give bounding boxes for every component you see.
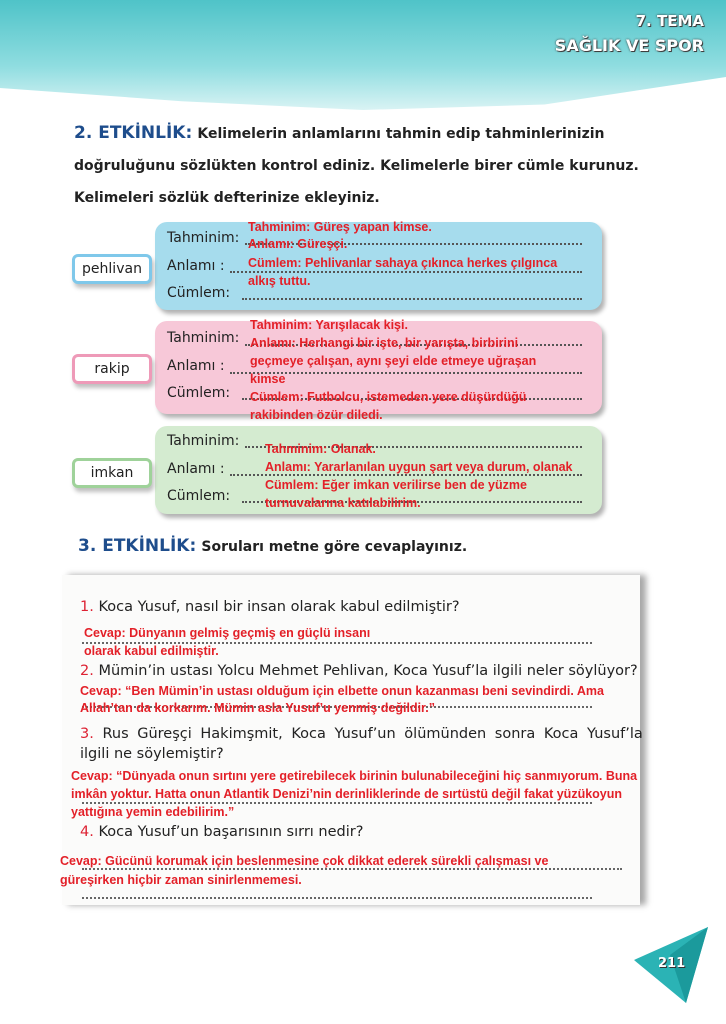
- question-number: 1.: [80, 599, 94, 615]
- meaning-label: Anlamı :: [167, 358, 225, 374]
- handwritten-answer: geçmeye çalışan, aynı şeyi elde etmeye uğraşan: [250, 354, 537, 368]
- activity2-instruction-2: doğruluğunu sözlükten kontrol ediniz. Kelimelerle birer cümle kurunuz.: [74, 158, 639, 174]
- question-3: [80, 726, 643, 743]
- question-text: Rus Güreşçi Hakimşmit, Koca Yusuf’un ölümünden sonra Koca Yusuf’la: [102, 726, 643, 742]
- question-number: 2.: [80, 663, 94, 679]
- word-label: imkan: [72, 458, 152, 488]
- word-label: rakip: [72, 354, 152, 384]
- activity3-title: 3. ETKİNLİK:: [78, 536, 197, 556]
- question-text: Mümin’in ustası Yolcu Mehmet Pehlivan, Koca Yusuf’la ilgili neler söylüyor?: [98, 663, 638, 679]
- question-2: [80, 663, 638, 680]
- handwritten-answer: güreşirken hiçbir zaman sinirlenmemesi.: [60, 873, 302, 887]
- handwritten-answer: Cevap: “Dünyada onun sırtını yere getirebilecek birinin bulunabileceğini hiç sanmıyorum. Buna: [71, 769, 638, 783]
- handwritten-answer: Tahminim: Olanak.: [265, 442, 376, 456]
- guess-label: Tahminim:: [167, 330, 240, 346]
- sentence-label: Cümlem:: [167, 285, 231, 301]
- handwritten-answer: kimse: [250, 372, 286, 386]
- handwritten-answer: Tahminim: Güreş yapan kimse.: [248, 220, 432, 234]
- activity2-title: 2. ETKİNLİK:: [74, 123, 193, 143]
- activity3-instruction: Soruları metne göre cevaplayınız.: [201, 539, 468, 555]
- handwritten-answer: Tahminim: Yarışılacak kişi.: [250, 318, 408, 332]
- handwritten-answer: Allah’tan da korkarım. Mümin asla Yusuf’u yenmiş değildir.”: [80, 701, 435, 715]
- handwritten-answer: Anlamı: Yararlanılan uygun şart veya durum, olanak: [265, 460, 573, 474]
- question-4: [80, 824, 363, 841]
- answer-line: [242, 298, 582, 300]
- answer-line: [82, 897, 592, 899]
- handwritten-answer: turnuvalarına katılabilirim.: [265, 496, 421, 510]
- question-text: Koca Yusuf, nasıl bir insan olarak kabul edilmiştir?: [98, 599, 460, 615]
- theme-title: SAĞLIK VE SPOR: [554, 36, 704, 55]
- guess-label: Tahminim:: [167, 230, 240, 246]
- question-number: 3.: [80, 726, 94, 742]
- question-number: 4.: [80, 824, 94, 840]
- sentence-label: Cümlem:: [167, 488, 231, 504]
- question-text: ilgili ne söylemiştir?: [80, 746, 224, 762]
- question-text: Koca Yusuf’un başarısının sırrı nedir?: [98, 824, 364, 840]
- handwritten-answer: Anlamı: Güreşçi.: [248, 237, 348, 251]
- handwritten-answer: Cevap: Dünyanın gelmiş geçmiş en güçlü insanı: [84, 626, 371, 640]
- handwritten-answer: Cümlem: Pehlivanlar sahaya çıkınca herkes çılgınca: [248, 256, 558, 270]
- handwritten-answer: Cevap: “Ben Mümin’in ustası olduğum için elbette onun kazanması beni sevindirdi. Ama: [80, 684, 604, 698]
- sentence-label: Cümlem:: [167, 385, 231, 401]
- handwritten-answer: olarak kabul edilmiştir.: [84, 644, 219, 658]
- handwritten-answer: Cevap: Gücünü korumak için beslenmesine çok dikkat ederek sürekli çalışması ve: [60, 854, 549, 868]
- handwritten-answer: Cümlem: Futbolcu, istemeden yere düşürdüğü: [250, 390, 527, 404]
- activity2-heading: [74, 123, 605, 143]
- guess-label: Tahminim:: [167, 433, 240, 449]
- word-label: pehlivan: [72, 254, 152, 284]
- question-1: [80, 599, 460, 616]
- handwritten-answer: yattığına yemin edebilirim.”: [71, 805, 235, 819]
- theme-number: 7. TEMA: [635, 12, 704, 30]
- activity3-heading: [78, 536, 467, 556]
- handwritten-answer: alkış tuttu.: [248, 274, 311, 288]
- page-number: 211: [658, 956, 686, 971]
- handwritten-answer: imkân yoktur. Hatta onun Atlantik Denizi’nin derinliklerinde de sırtüstü değil fakat yüzükoyun: [71, 787, 623, 801]
- header-band: [0, 0, 726, 110]
- activity2-instruction-1: Kelimelerin anlamlarını tahmin edip tahminlerinizin: [197, 126, 605, 142]
- activity2-instruction-3: Kelimeleri sözlük defterinize ekleyiniz.: [74, 190, 380, 206]
- handwritten-answer: Anlamı: Herhangi bir işte, bir yarışta, birbirini: [250, 336, 519, 350]
- handwritten-answer: Cümlem: Eğer imkan verilirse ben de yüzme: [265, 478, 527, 492]
- handwritten-answer: rakibinden özür diledi.: [250, 408, 383, 422]
- meaning-label: Anlamı :: [167, 258, 225, 274]
- meaning-label: Anlamı :: [167, 461, 225, 477]
